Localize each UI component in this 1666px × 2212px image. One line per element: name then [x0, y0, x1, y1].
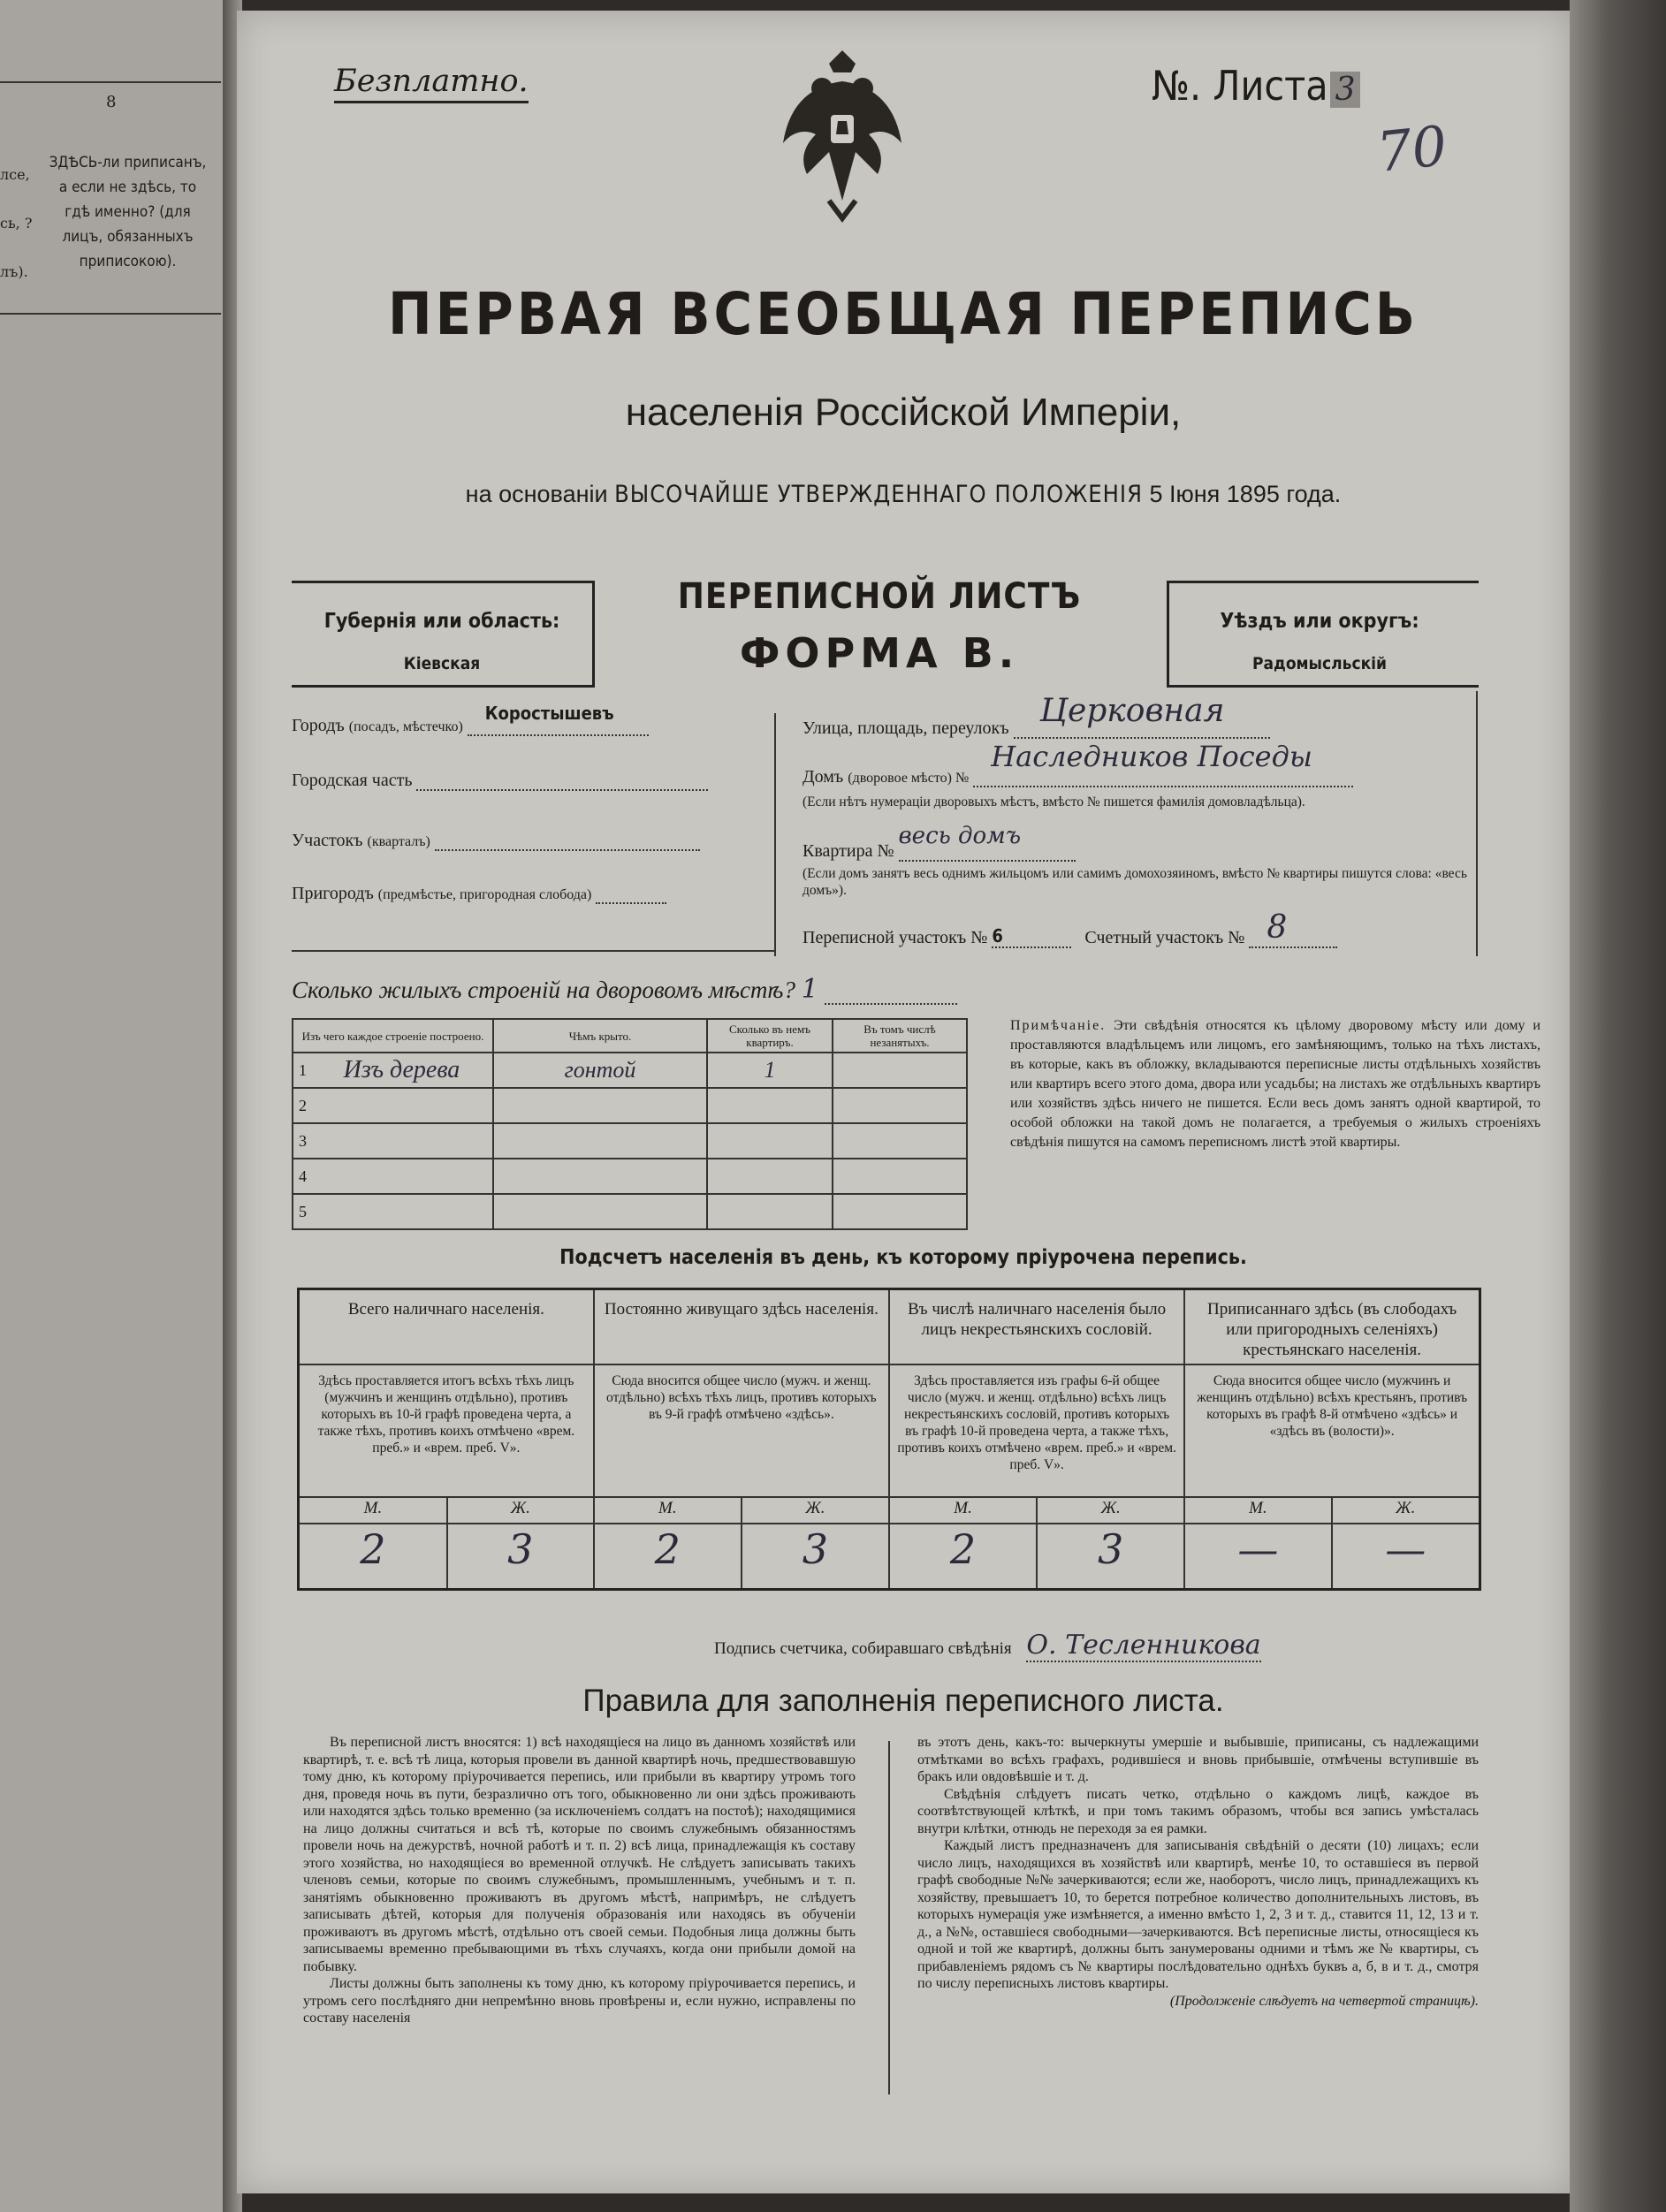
- structure-vacant: [833, 1088, 967, 1123]
- structures-table: [292, 1018, 968, 1230]
- enumerator-signature: [714, 1630, 1261, 1661]
- permanent-female-count: 3: [742, 1524, 889, 1590]
- structures-answer: 1: [801, 974, 818, 1005]
- previous-page-column-text: ЗДѢСЬ-ли приписанъ, а если не здѣсь, то гдѣ именно? (для лицъ, обязанныхъ приписокою).: [49, 154, 207, 270]
- count-header-permanent: Постоянно живущаго здѣсь населенія.: [594, 1289, 889, 1365]
- count-header-registered-peasant: Приписаннаго здѣсь (въ слободахъ или пригородныхъ селеніяхъ) крестьянскаго населенія.: [1184, 1289, 1480, 1365]
- table-row: [293, 1123, 967, 1159]
- structure-material: [311, 1194, 493, 1229]
- legal-basis-caps: ВЫСОЧАЙШЕ УТВЕРЖДЕННАГО ПОЛОЖЕНІЯ: [614, 481, 1143, 508]
- house-label: Домъ: [803, 767, 844, 787]
- female-label: Ж.: [1332, 1497, 1480, 1524]
- row-number: 4: [293, 1159, 311, 1194]
- row-number: 3: [293, 1123, 311, 1159]
- non-peasant-male-count: 2: [889, 1524, 1037, 1590]
- apartment-label: Квартира №: [803, 841, 894, 861]
- signature-value: О. Тесленникова: [1026, 1630, 1261, 1661]
- count-desc-permanent: Сюда вносится общее число (мужч. и женщ. отдѣльно) всѣхъ тѣхъ лицъ, противъ которыхъ въ 9-й графѣ отмѣчено «здѣсь».: [594, 1364, 889, 1497]
- count-district-label: Счетный участокъ №: [1084, 928, 1245, 947]
- street-field: [803, 693, 1270, 739]
- count-header-non-peasant: Въ числѣ наличнаго населенія было лицъ некрестьянскихъ сословій.: [889, 1289, 1184, 1365]
- structure-material: [311, 1088, 493, 1123]
- form-label: ФОРМА В.: [739, 629, 1020, 677]
- structure-apartments: 1: [707, 1053, 833, 1088]
- uezd-box: [1167, 581, 1479, 688]
- structure-apartments: [707, 1194, 833, 1229]
- count-header-row: [299, 1289, 1480, 1365]
- suburb-label: Пригородъ: [292, 884, 374, 903]
- free-label: Безплатно.: [334, 64, 529, 103]
- registered-peasant-male-count: —: [1184, 1524, 1331, 1590]
- gubernia-value: Кіевская: [403, 654, 481, 673]
- rules-title: Правила для заполненія переписного листа.: [582, 1684, 1224, 1718]
- structure-apartments: [707, 1123, 833, 1159]
- row-number: 2: [293, 1088, 311, 1123]
- female-label: Ж.: [1037, 1497, 1184, 1524]
- city-value: Коростышевъ: [484, 703, 614, 724]
- male-label: М.: [594, 1497, 742, 1524]
- rules-column-divider: [888, 1741, 890, 2094]
- population-count-table: [297, 1288, 1481, 1591]
- structures-question: [292, 974, 957, 1005]
- apartment-field: [803, 823, 1076, 862]
- sheet-number-value: 3: [1330, 72, 1361, 108]
- structures-note-label: Примѣчаніе.: [1010, 1018, 1107, 1033]
- structure-apartments: [707, 1088, 833, 1123]
- apartment-note: (Если домъ занятъ весь однимъ жильцомъ или самимъ домохозяиномъ, вмѣсто № квартиры пишутся слова: «весь домъ»).: [803, 866, 1467, 898]
- street-label: Улица, площадь, переулокъ: [803, 718, 1009, 738]
- structure-material: [311, 1159, 493, 1194]
- count-values-row: [299, 1524, 1480, 1590]
- structure-vacant: [833, 1159, 967, 1194]
- structure-vacant: [833, 1053, 967, 1088]
- page-title: ПЕРВАЯ ВСЕОБЩАЯ ПЕРЕПИСЬ: [387, 280, 1419, 348]
- structure-apartments: [707, 1159, 833, 1194]
- structures-header-material: Изъ чего каждое строеніе построено.: [293, 1019, 493, 1053]
- count-district-value: 8: [1267, 909, 1288, 946]
- suburb-field: [292, 884, 666, 904]
- count-description-row: [299, 1364, 1480, 1497]
- house-note: (Если нѣтъ нумераціи дворовыхъ мѣстъ, вмѣсто № пишется фамилія домовладѣльца).: [803, 794, 1305, 810]
- rules-paragraph: Каждый листъ предназначенъ для записыванія свѣдѣній о десяти (10) лицахъ; если число лицъ, находящихся въ хозяйствѣ или квартирѣ, менѣе 10, то оставшіеся въ первой графѣ свободные №№ зачеркиваются; если же, наоборотъ, число лицъ, принадлежащихъ къ хозяйству, превышаетъ 10, то берется потребное количество дополнительныхъ листовъ, въ которыхъ нумерація уже измѣняется, а именно вмѣсто 1, 2, 3 и т. д., ставится 11, 12, 13 и т. д., а №№, оставшіеся свободными—зачеркиваются. Всѣ переписные листы, относящіеся къ одной и той же квартирѣ, должны быть занумерованы одними и тѣмъ же № квартиры, съ прибавленіемъ рядомъ съ № квартиры послѣдовательно однѣхъ буквъ а, б, в и т. д., смотря по числу переписныхъ листовъ квартиры.: [917, 1838, 1479, 1991]
- male-label: М.: [889, 1497, 1037, 1524]
- present-female-count: 3: [447, 1524, 594, 1590]
- count-header-present: Всего наличнаго населенія.: [299, 1289, 594, 1365]
- structures-note-text: Эти свѣдѣнія относятся къ цѣлому дворовому мѣсту или дому и проставляются владѣльцемъ или лицомъ, его замѣняющимъ, только на тѣхъ листахъ, въ которые, какъ въ обложку, вкладываются переписные листы отдѣльныхъ хозяйствъ или квартиръ всего этого дома, двора или усадьбы; на листахъ же отдѣльныхъ квартиръ или хозяйствъ здѣсь ничего не пишется. Если весь домъ занятъ одной квартирой, то особой обложки на такой домъ не полагается, а требуемыя о жилыхъ строеніяхъ свѣдѣнія пишутся на самомъ переписномъ листѣ этой квартиры.: [1010, 1018, 1540, 1150]
- count-desc-non-peasant: Здѣсь проставляется изъ графы 6-й общее число (мужч. и женщ. отдѣльно) всѣхъ лицъ некрестьянскихъ сословій, противъ которыхъ въ графѣ 10-й проведена черта, а также тѣхъ, противъ коихъ отмѣчено «врем. преб.» и «врем. преб. V».: [889, 1364, 1184, 1497]
- table-row: [293, 1053, 967, 1088]
- structure-roof: гонтой: [493, 1053, 707, 1088]
- district-hint: (кварталъ): [367, 834, 430, 849]
- census-districts-field: [803, 909, 1337, 948]
- rules-paragraph: Свѣдѣнія слѣдуетъ писать четко, отдѣльно о каждомъ лицѣ, каждое въ соотвѣтствующей клѣткѣ, и при томъ такимъ образомъ, чтобы вся запись умѣсталась внутри клѣтки, отнюдь не переходя за ея рамки.: [917, 1786, 1479, 1836]
- structures-question-label: Сколько жилыхъ строеній на дворовомъ мѣстѣ?: [292, 977, 795, 1003]
- rules-left-column: [303, 1734, 856, 2027]
- table-row: [293, 1194, 967, 1229]
- count-desc-registered-peasant: Сюда вносится общее число (мужчинъ и женщинъ отдѣльно) всѣхъ крестьянъ, противъ которыхъ въ графѣ 8-й отмѣчено «здѣсь» и «здѣсь въ (волости)».: [1184, 1364, 1480, 1497]
- count-sex-row: [299, 1497, 1480, 1524]
- city-part-label: Городская часть: [292, 771, 413, 790]
- rules-paragraph: Листы должны быть заполнены къ тому дню, къ которому пріурочивается перепись, и утромъ сего послѣдняго дни непремѣнно вновь провѣрены и, если нужно, исправлены по составу населенія: [303, 1976, 856, 2026]
- structure-roof: [493, 1123, 707, 1159]
- previous-page-edge-text: лсе, сь, ? лъ).: [0, 166, 33, 280]
- city-hint: (посадъ, мѣстечко): [348, 719, 463, 734]
- structures-header-row: [293, 1019, 967, 1053]
- structures-header-roof: Чѣмъ крыто.: [493, 1019, 707, 1053]
- female-label: Ж.: [447, 1497, 594, 1524]
- address-right-rule: [1476, 691, 1478, 956]
- rules-paragraph: Въ переписной листъ вносятся: 1) всѣ находящіеся на лицо въ данномъ хозяйствѣ или квартирѣ, т. е. всѣ тѣ лица, которыя провели въ данной квартирѣ ночь, предшествовавшую тому дню, къ которому пріурочивается перепись, или прибыли въ квартиру утромъ того дня, проведя ночь въ пути, безразлично отъ того, обыкновенно ли они здѣсь проживають или находятся здѣсь только временно (за исключеніемъ солдатъ на постоѣ); находящимися на лицо должны считаться и всѣ тѣ, которые по своимъ служебнымъ обязанностямъ провели ночь на дежурствѣ, ночной работѣ и т. п. 2) всѣ лица, принадлежащія къ составу этого хозяйства, но находящіеся во временной отлучкѣ. Не слѣдуетъ записывать такихъ членовъ семьи, которые по своимъ служебнымъ, промышленнымъ, учебнымъ и т. п. занятіямъ обыкновенно проживаютъ въ другомъ мѣстѣ, напримѣръ, не слѣдуетъ записывать дѣтей, которыя для полученія образованія или находясь въ обученіи проживаютъ въ другомъ мѣстѣ, отдѣльно отъ своей семьи. Подобныя лица должны быть записываемы временно пребывающими въ тѣхъ случаяхъ, когда они прибыли домой на побывку.: [303, 1735, 856, 1974]
- city-label: Городъ: [292, 716, 345, 735]
- suburb-hint: (предмѣстье, пригородная слобода): [377, 887, 592, 902]
- gubernia-label: Губернія или область:: [323, 610, 560, 633]
- handwritten-page-number: 70: [1373, 113, 1450, 185]
- row-number: 1: [293, 1053, 311, 1088]
- city-part-field: [292, 771, 708, 791]
- sheet-number-label: №. Листа: [1152, 62, 1328, 110]
- uezd-value: Радомысльскій: [1251, 654, 1388, 673]
- non-peasant-female-count: 3: [1037, 1524, 1184, 1590]
- registered-peasant-female-count: —: [1332, 1524, 1480, 1590]
- address-bottom-rule: [292, 950, 774, 952]
- gubernia-box: [292, 581, 595, 688]
- sheet-number: [1152, 62, 1360, 110]
- structure-material: [311, 1123, 493, 1159]
- double-headed-eagle-emblem-icon: [776, 46, 909, 223]
- following-pages-edge: [1570, 0, 1666, 2212]
- table-row: [293, 1159, 967, 1194]
- address-divider: [774, 713, 776, 956]
- structure-vacant: [833, 1123, 967, 1159]
- structure-roof: [493, 1194, 707, 1229]
- previous-page-column-number: 8: [106, 93, 117, 111]
- female-label: Ж.: [742, 1497, 889, 1524]
- structure-material: Изъ дерева: [311, 1053, 493, 1088]
- census-district-value: 6: [992, 925, 1003, 946]
- row-number: 5: [293, 1194, 311, 1229]
- table-row: [293, 1088, 967, 1123]
- form-title: ПЕРЕПИСНОЙ ЛИСТЪ: [677, 576, 1082, 617]
- structures-header-vacant: Въ томъ числѣ незанятыхъ.: [833, 1019, 967, 1053]
- census-district-label: Переписной участокъ №: [803, 928, 988, 947]
- previous-page-edge: [0, 0, 230, 2212]
- house-value: Наследников Поседы: [991, 740, 1312, 773]
- structures-header-apartments: Сколько въ немъ квартиръ.: [707, 1019, 833, 1053]
- page-subtitle: населенія Россійской Имперіи,: [625, 391, 1182, 434]
- rules-right-column: [917, 1734, 1479, 2010]
- census-sheet-page: [237, 11, 1570, 2193]
- apartment-value: весь домъ: [898, 823, 1022, 849]
- structures-note: [1010, 1016, 1540, 1152]
- district-label: Участокъ: [292, 831, 363, 850]
- structure-roof: [493, 1159, 707, 1194]
- legal-basis-date: 5 Іюня 1895 года.: [1149, 481, 1342, 507]
- legal-basis: [237, 481, 1570, 508]
- structure-roof: [493, 1088, 707, 1123]
- district-field: [292, 831, 700, 851]
- rules-paragraph: въ этотъ день, какъ-то: вычеркнуты умершіе и выбывшіе, приписаны, съ надлежащими отмѣтками во всѣхъ графахъ, родившіеся и вновь прибывшіе, отмѣчены вступившіе въ бракъ или овдовѣвшіе и т. д.: [917, 1735, 1479, 1784]
- house-field: [803, 740, 1353, 787]
- count-desc-present: Здѣсь проставляется итогъ всѣхъ тѣхъ лицъ (мужчинъ и женщинъ отдѣльно), противъ которыхъ въ 10-й графѣ проведена черта, а также тѣхъ, противъ коихъ отмѣчено «врем. преб.» и «врем. преб. V».: [299, 1364, 594, 1497]
- population-count-title: Подсчетъ населенія въ день, къ которому пріурочена перепись.: [559, 1246, 1247, 1269]
- male-label: М.: [1184, 1497, 1331, 1524]
- signature-label: Подпись счетчика, собиравшаго свѣдѣнія: [714, 1639, 1012, 1658]
- house-hint: (дворовое мѣсто) №: [848, 771, 970, 786]
- structure-vacant: [833, 1194, 967, 1229]
- rules-continuation: (Продолженіе слѣдуетъ на четвертой страницѣ).: [1169, 1993, 1479, 2009]
- permanent-male-count: 2: [594, 1524, 742, 1590]
- present-male-count: 2: [299, 1524, 447, 1590]
- street-value: Церковная: [1039, 693, 1225, 729]
- city-field: [292, 703, 649, 736]
- legal-basis-prefix: на основаніи: [465, 481, 608, 507]
- male-label: М.: [299, 1497, 447, 1524]
- uezd-label: Уѣздъ или округъ:: [1220, 610, 1419, 633]
